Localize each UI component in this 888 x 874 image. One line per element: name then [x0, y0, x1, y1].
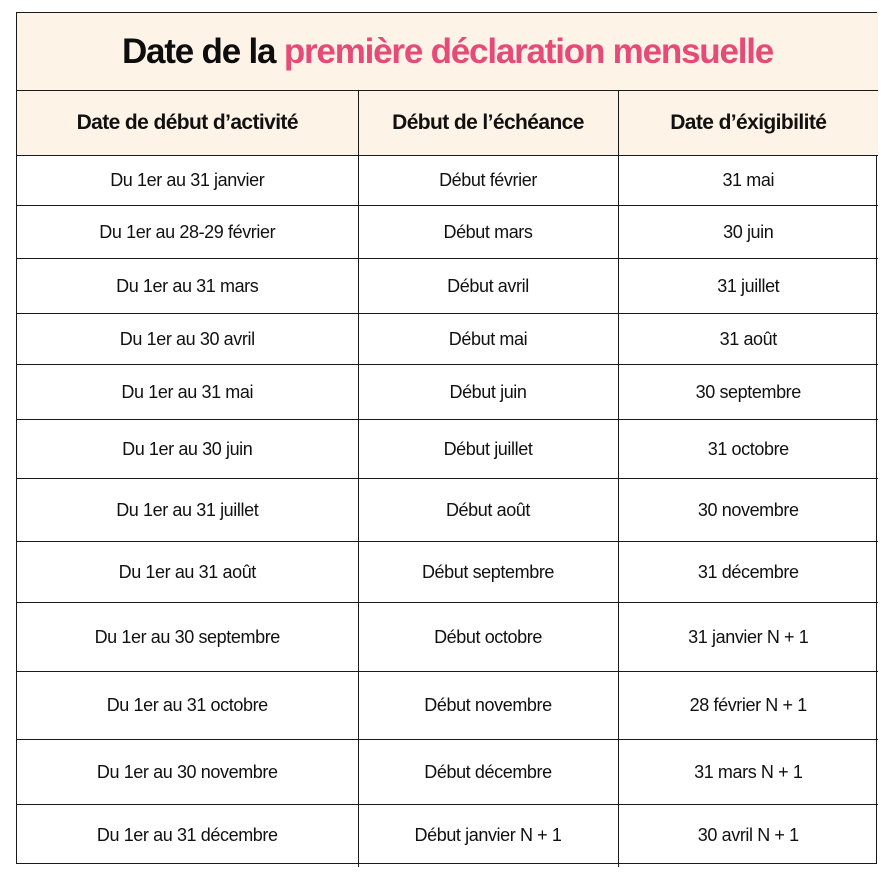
due-start-cell: Début octobre: [358, 603, 618, 672]
start-date-cell: Du 1er au 30 novembre: [17, 740, 358, 805]
declaration-table-container: [16, 12, 877, 864]
payable-date-cell: 30 novembre: [618, 479, 878, 542]
start-date-cell: Du 1er au 31 octobre: [17, 672, 358, 740]
payable-date-cell: 31 octobre: [618, 420, 878, 479]
table-row: [17, 206, 878, 259]
start-date-cell: Du 1er au 31 janvier: [17, 156, 358, 206]
due-start-cell: Début décembre: [358, 740, 618, 805]
start-date-cell: Du 1er au 31 juillet: [17, 479, 358, 542]
table-row: [17, 420, 878, 479]
payable-date-cell: 31 janvier N + 1: [618, 603, 878, 672]
table-row: [17, 156, 878, 206]
start-date-cell: Du 1er au 30 juin: [17, 420, 358, 479]
due-start-cell: Début septembre: [358, 542, 618, 603]
title-row: [17, 13, 878, 91]
start-date-cell: Du 1er au 30 septembre: [17, 603, 358, 672]
due-start-cell: Début mai: [358, 314, 618, 365]
payable-date-cell: 31 août: [618, 314, 878, 365]
payable-date-cell: 31 mars N + 1: [618, 740, 878, 805]
start-date-cell: Du 1er au 28-29 février: [17, 206, 358, 259]
payable-date-cell: 30 juin: [618, 206, 878, 259]
due-start-cell: Début avril: [358, 259, 618, 314]
header-start-date: Date de début d’activité: [17, 91, 358, 156]
payable-date-cell: 30 avril N + 1: [618, 805, 878, 867]
table-row: [17, 805, 878, 867]
table-row: [17, 365, 878, 420]
due-start-cell: Début novembre: [358, 672, 618, 740]
payable-date-cell: 28 février N + 1: [618, 672, 878, 740]
table-row: [17, 672, 878, 740]
payable-date-cell: 31 décembre: [618, 542, 878, 603]
payable-date-cell: 30 septembre: [618, 365, 878, 420]
start-date-cell: Du 1er au 31 mai: [17, 365, 358, 420]
payable-date-cell: 31 mai: [618, 156, 878, 206]
due-start-cell: Début juin: [358, 365, 618, 420]
table-row: [17, 542, 878, 603]
table-row: [17, 479, 878, 542]
due-start-cell: Début janvier N + 1: [358, 805, 618, 867]
due-start-cell: Début mars: [358, 206, 618, 259]
table-row: [17, 603, 878, 672]
table-row: [17, 314, 878, 365]
payable-date-cell: 31 juillet: [618, 259, 878, 314]
header-due-start: Début de l’échéance: [358, 91, 618, 156]
start-date-cell: Du 1er au 31 mars: [17, 259, 358, 314]
start-date-cell: Du 1er au 31 décembre: [17, 805, 358, 867]
declaration-table: [17, 13, 878, 867]
table-row: [17, 740, 878, 805]
table-title: [17, 13, 878, 91]
start-date-cell: Du 1er au 30 avril: [17, 314, 358, 365]
due-start-cell: Début juillet: [358, 420, 618, 479]
table-title-plain: Date de la: [121, 31, 284, 71]
table-row: [17, 259, 878, 314]
header-row: [17, 91, 878, 156]
due-start-cell: Début février: [358, 156, 618, 206]
start-date-cell: Du 1er au 31 août: [17, 542, 358, 603]
table-title-accent: première déclaration mensuelle: [283, 31, 774, 71]
header-payable-date: Date d’éxigibilité: [618, 91, 878, 156]
due-start-cell: Début août: [358, 479, 618, 542]
